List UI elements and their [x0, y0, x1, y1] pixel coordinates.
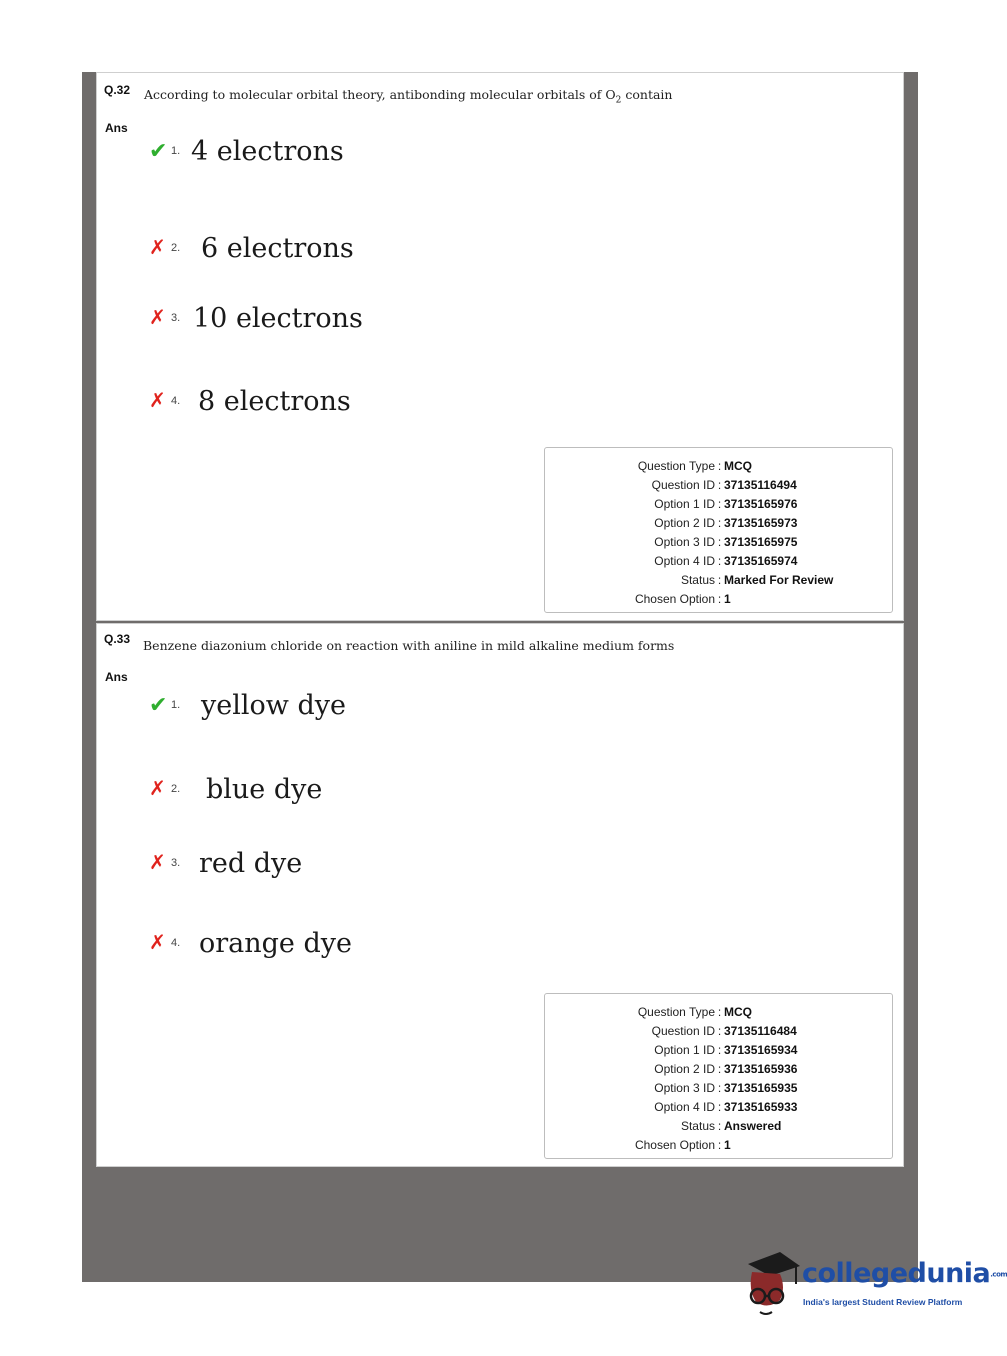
- collegedunia-logo[interactable]: [744, 1250, 1007, 1320]
- check-icon: ✔: [149, 138, 168, 163]
- info-row: Option 1 ID : 37135165934: [654, 1042, 798, 1057]
- logo-tagline: India's largest Student Review Platform: [803, 1297, 963, 1307]
- cross-icon: ✗: [149, 390, 166, 412]
- info-row: Status : Marked For Review: [680, 572, 834, 587]
- option-text: 10 electrons: [193, 302, 363, 334]
- option-4: [149, 381, 351, 421]
- option-text: 6 electrons: [201, 232, 354, 264]
- option-number: 2.: [171, 783, 181, 795]
- question-number: Q.32: [104, 83, 131, 97]
- info-row: Question Type : MCQ: [637, 458, 752, 473]
- info-row: Option 2 ID : 37135165973: [654, 515, 798, 530]
- option-3: [149, 843, 302, 883]
- info-row: Chosen Option : 1: [634, 1137, 731, 1152]
- cross-icon: ✗: [149, 237, 166, 259]
- info-row: Option 3 ID : 37135165975: [654, 534, 798, 549]
- option-number: 1.: [171, 145, 181, 157]
- option-text: orange dye: [199, 927, 353, 959]
- ans-label: Ans: [105, 121, 128, 135]
- option-number: 3.: [171, 312, 181, 324]
- option-1: [149, 685, 346, 725]
- option-1: [149, 131, 344, 171]
- option-text: blue dye: [206, 773, 323, 805]
- logo-name: collegedunia.com: [802, 1258, 1007, 1289]
- cross-icon: ✗: [149, 307, 166, 329]
- info-row: Option 3 ID : 37135165935: [654, 1080, 798, 1095]
- info-row: Question ID : 37135116484: [651, 1023, 797, 1038]
- question-number: Q.33: [104, 632, 131, 646]
- ans-label: Ans: [105, 670, 128, 684]
- option-number: 1.: [171, 699, 181, 711]
- cross-icon: ✗: [149, 852, 166, 874]
- info-row: Status : Answered: [680, 1118, 782, 1133]
- info-row: Option 1 ID : 37135165976: [654, 496, 798, 511]
- question-info-box: [544, 447, 893, 613]
- info-row: Option 2 ID : 37135165936: [654, 1061, 798, 1076]
- check-icon: ✔: [149, 692, 168, 717]
- info-row: Question Type : MCQ: [637, 1004, 752, 1019]
- mascot-icon: [744, 1250, 802, 1320]
- option-text: yellow dye: [201, 689, 346, 721]
- option-2: [149, 769, 322, 809]
- option-number: 4.: [171, 937, 181, 949]
- option-number: 3.: [171, 857, 181, 869]
- question-text: According to molecular orbital theory, antibonding molecular orbitals of $O_2$ contain: [144, 87, 673, 106]
- option-3: [149, 298, 363, 338]
- option-text: red dye: [199, 847, 303, 879]
- cross-icon: ✗: [149, 932, 166, 954]
- info-row: Option 4 ID : 37135165933: [654, 1099, 798, 1114]
- info-row: Option 4 ID : 37135165974: [654, 553, 798, 568]
- info-row: Question ID : 37135116494: [651, 477, 797, 492]
- option-number: 2.: [171, 242, 181, 254]
- option-text: 4 electrons: [191, 135, 344, 167]
- question-33: [96, 623, 904, 1167]
- option-text: 8 electrons: [198, 385, 351, 417]
- option-2: [149, 228, 354, 268]
- option-4: [149, 923, 352, 963]
- question-32: [96, 72, 904, 621]
- question-text: Benzene diazonium chloride on reaction with aniline in mild alkaline medium forms: [143, 638, 675, 653]
- question-info-box: [544, 993, 893, 1159]
- info-row: Chosen Option : 1: [634, 591, 731, 606]
- option-number: 4.: [171, 395, 181, 407]
- cross-icon: ✗: [149, 778, 166, 800]
